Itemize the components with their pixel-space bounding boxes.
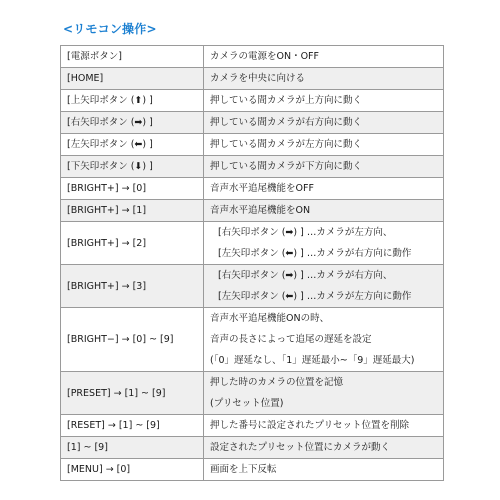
description-line: [右矢印ボタン (➡︎) ] …カメラが左方向、 (218, 227, 393, 238)
key-cell: [RESET] → [1] ~ [9] (61, 415, 204, 437)
key-cell: [HOME] (61, 68, 204, 90)
table-row (61, 222, 444, 265)
table-row (61, 46, 444, 68)
description-line: 押している間カメラが上方向に動く (210, 95, 363, 106)
key-cell: [電源ボタン] (61, 46, 204, 68)
key-cell: [右矢印ボタン (➡︎) ] (61, 112, 204, 134)
description-line: 音声水平追尾機能ONの時、 (210, 313, 330, 324)
description-cell (204, 372, 444, 415)
description-cell (204, 134, 444, 156)
key-cell: [PRESET] → [1] ~ [9] (61, 372, 204, 415)
description-cell (204, 156, 444, 178)
table-row (61, 112, 444, 134)
description-cell (204, 90, 444, 112)
description-cell (204, 437, 444, 459)
table-row (61, 200, 444, 222)
description-cell (204, 415, 444, 437)
description-line: 押している間カメラが左方向に動く (210, 139, 363, 150)
key-cell: [BRIGHT+] → [2] (61, 222, 204, 265)
description-line: [右矢印ボタン (➡︎) ] …カメラが右方向、 (218, 270, 393, 281)
table-row (61, 372, 444, 415)
description-line: 押している間カメラが右方向に動く (210, 117, 363, 128)
description-cell (204, 46, 444, 68)
remote-control-table (60, 45, 444, 481)
description-cell (204, 265, 444, 308)
description-cell (204, 178, 444, 200)
table-row (61, 134, 444, 156)
description-cell (204, 459, 444, 481)
table-row (61, 415, 444, 437)
table-row (61, 265, 444, 308)
table-row (61, 459, 444, 481)
description-cell (204, 222, 444, 265)
table-row (61, 90, 444, 112)
description-cell (204, 200, 444, 222)
description-line: 設定されたプリセット位置にカメラが動く (210, 442, 391, 453)
description-line: [左矢印ボタン (⬅︎) ] …カメラが右方向に動作 (218, 248, 412, 259)
key-cell: [下矢印ボタン (⬇︎) ] (61, 156, 204, 178)
table-row (61, 178, 444, 200)
key-cell: [MENU] → [0] (61, 459, 204, 481)
description-line: 押した番号に設定されたプリセット位置を削除 (210, 420, 410, 431)
description-cell (204, 68, 444, 90)
key-cell: [BRIGHT−] → [0] ~ [9] (61, 308, 204, 372)
description-line: (「0」遅延なし、「1」遅延最小~「9」遅延最大) (210, 355, 415, 366)
section-heading: <リモコン操作> (63, 22, 157, 36)
description-cell (204, 112, 444, 134)
description-line: 音声水平追尾機能をON (210, 205, 311, 216)
description-line: [左矢印ボタン (⬅︎) ] …カメラが左方向に動作 (218, 291, 412, 302)
key-cell: [BRIGHT+] → [1] (61, 200, 204, 222)
table-row (61, 156, 444, 178)
description-line: 押した時のカメラの位置を記憶 (210, 377, 344, 388)
description-line: カメラの電源をON・OFF (210, 51, 319, 62)
key-cell: [BRIGHT+] → [3] (61, 265, 204, 308)
description-cell (204, 308, 444, 372)
description-line: 音声水平追尾機能をOFF (210, 183, 314, 194)
key-cell: [左矢印ボタン (⬅︎) ] (61, 134, 204, 156)
key-cell: [上矢印ボタン (⬆︎) ] (61, 90, 204, 112)
key-cell: [1] ~ [9] (61, 437, 204, 459)
table-row (61, 437, 444, 459)
table-row (61, 308, 444, 372)
description-line: 押している間カメラが下方向に動く (210, 161, 363, 172)
table-row (61, 68, 444, 90)
description-line: (プリセット位置) (210, 398, 284, 409)
description-line: 画面を上下反転 (210, 464, 277, 475)
description-line: 音声の長さによって追尾の遅延を設定 (210, 334, 372, 345)
key-cell: [BRIGHT+] → [0] (61, 178, 204, 200)
description-line: カメラを中央に向ける (210, 73, 306, 84)
